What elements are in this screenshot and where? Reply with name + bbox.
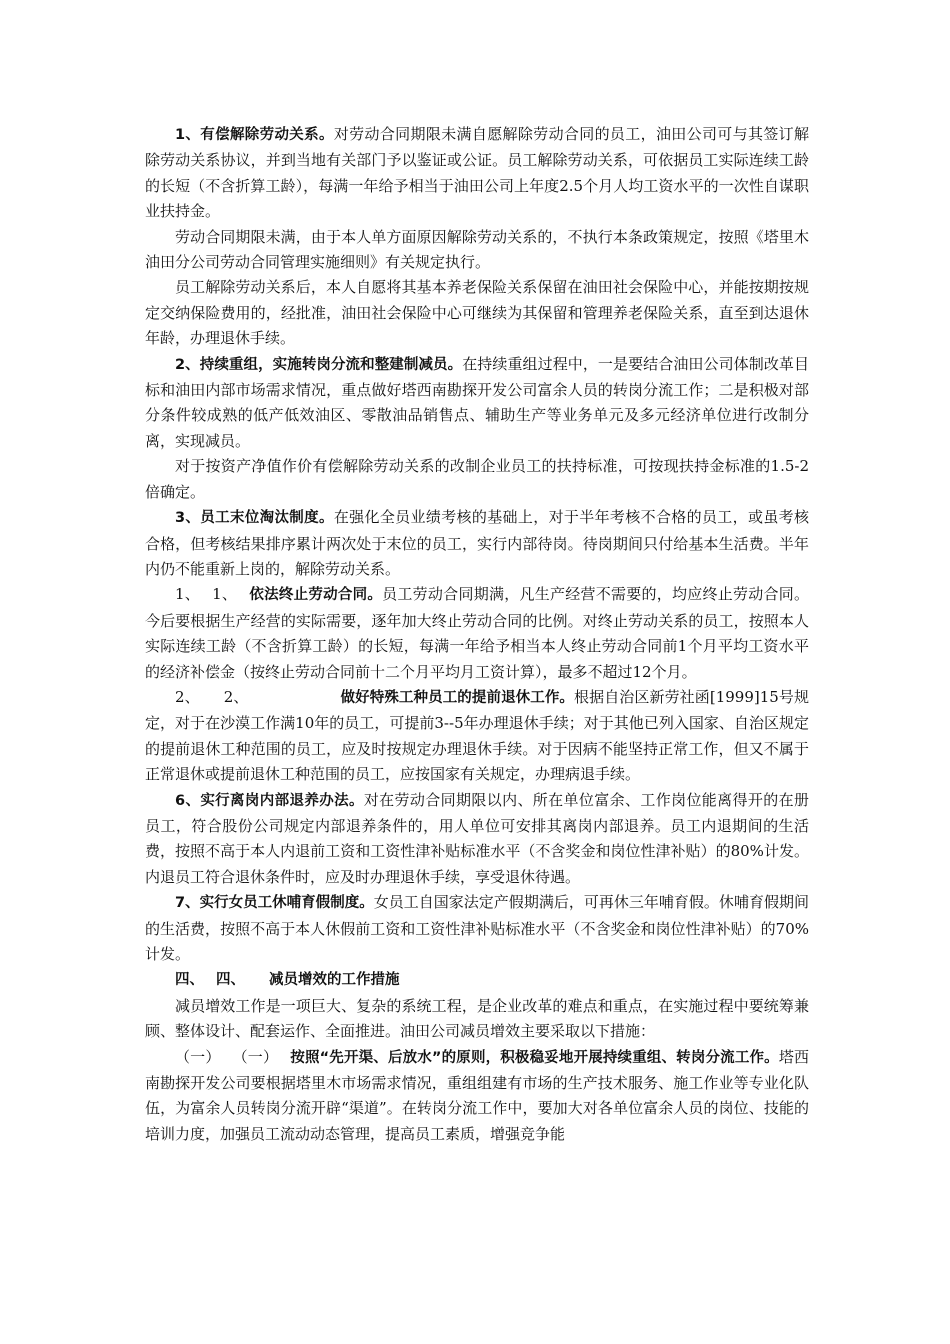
paragraph-2: [145, 225, 809, 276]
paragraph-11: [145, 994, 809, 1045]
heading-1: 1、有偿解除劳动关系。: [175, 127, 334, 143]
document-page: [145, 122, 809, 1147]
paragraph-8: [145, 685, 809, 788]
list-number: 四、: [175, 972, 204, 989]
paragraph-text: 对于按资产净值作价有偿解除劳动关系的改制企业员工的扶持标准，可按现扶持金标准的1.5-2倍确定。: [145, 457, 809, 501]
paragraph-text: 对在劳动合同期限以内、所在单位富余、工作岗位能离得开的在册员工，符合股份公司规定内部退养条件的，用人单位可安排其离岗内部退养。员工内退期间的生活费，按照不高于本人内退前工资和工资性津补贴标准水平（不含奖金和岗位性津补贴）的80%计发。内退员工符合退休条件时，应及时办理退休手续，享受退休待遇。: [145, 790, 809, 886]
list-number: （一）: [175, 1047, 221, 1066]
paragraph-10: [145, 890, 809, 967]
paragraph-text: 对劳动合同期限未满自愿解除劳动合同的员工，油田公司可与其签订解除劳动关系协议，并到当地有关部门予以鉴证或公证。员工解除劳动关系，可依据员工实际连续工龄的长短（不含折算工龄），每满一年给予相当于油田公司上年度2.5个月人均工资水平的一次性自谋职业扶持金。: [145, 125, 809, 221]
heading-4: 依法终止劳动合同。: [249, 587, 383, 604]
list-number: 1、: [175, 585, 201, 604]
paragraph-3: [145, 275, 809, 351]
paragraph-1: [145, 122, 809, 225]
heading-7: 7、实行女员工休哺育假制度。: [175, 895, 374, 912]
paragraph-text: 根据自治区新劳社函[1999]15号规定，对于在沙漠工作满10年的员工，可提前3--5年办理退休手续；对于其他已列入国家、自治区规定的提前退休工种范围的员工，应及时按规定办理退休手续。对于因病不能坚持正常工作，但又不属于正常退休或提前退休工种范围的员工，应按国家有关规定，办理病退手续。: [145, 687, 810, 784]
paragraph-text: 塔西南勘探开发公司要根据塔里木市场需求情况，重组组建有市场的生产技术服务、施工作业等专业化队伍，为富余人员转岗分流开辟“渠道”。在转岗分流工作中，要加大对各单位富余人员的岗位、技能的培训力度，加强员工流动动态管理，提高员工素质，增强竞争能: [145, 1047, 809, 1143]
list-number: （一）: [232, 1047, 279, 1066]
list-number: 四、: [216, 972, 245, 989]
paragraph-text: 减员增效工作是一项巨大、复杂的系统工程，是企业改革的难点和重点，在实施过程中要统筹兼顾、整体设计、配套运作、全面推进。油田公司减员增效主要采取以下措施：: [145, 996, 809, 1041]
list-number: 1、: [212, 585, 238, 604]
paragraph-text: 劳动合同期限未满，由于本人单方面原因解除劳动关系的，不执行本条政策规定，按照《塔里木油田分公司劳动合同管理实施细则》有关规定执行。: [145, 227, 809, 272]
paragraph-text: 女员工自国家法定产假期满后，可再休三年哺育假。休哺育假期间的生活费，按照不高于本人休假前工资和工资性津补贴标准水平（不含奖金和岗位性津补贴）的70%计发。: [145, 893, 809, 963]
heading-6: 6、实行离岗内部退养办法。: [175, 792, 364, 809]
paragraph-5: [145, 454, 809, 505]
paragraph-4: [145, 352, 809, 455]
heading-8: 按照“先开渠、后放水”的原则，积极稳妥地开展持续重组、转岗分流工作。: [290, 1049, 779, 1066]
heading-3: 3、员工末位淘汰制度。: [175, 510, 334, 527]
paragraph-text: 员工解除劳动关系后，本人自愿将其基本养老保险关系保留在油田社会保险中心，并能按期按规定交纳保险费用的，经批准，油田社会保险中心可继续为其保留和管理养老保险关系，直至到达退休年龄，办理退休手续。: [145, 278, 809, 348]
list-number: 2、: [223, 687, 249, 706]
paragraph-9: [145, 788, 809, 891]
paragraph-7: [145, 582, 809, 685]
paragraph-12: [145, 1045, 809, 1148]
paragraph-text: 员工劳动合同期满，凡生产经营不需要的，均应终止劳动合同。今后要根据生产经营的实际需要，逐年加大终止劳动合同的比例。对终止劳动关系的员工，按照本人实际连续工龄（不含折算工龄）的长短，每满一年给予相当本人终止劳动合同前1个月平均工资水平的经济补偿金（按终止劳动合同前十二个月平均月工资计算），最多不超过12个月。: [145, 585, 810, 681]
list-number: 2、: [175, 687, 200, 706]
paragraph-text: 在持续重组过程中，一是要结合油田公司体制改革目标和油田内部市场需求情况，重点做好塔西南勘探开发公司富余人员的转岗分流工作；二是积极对部分条件较成熟的低产低效油区、零散油品销售点、辅助生产等业务单元及多元经济单位进行改制分离，实现减员。: [145, 354, 809, 450]
paragraph-text: 在强化全员业绩考核的基础上，对于半年考核不合格的员工，或虽考核合格，但考核结果排序累计两次处于末位的员工，实行内部待岗。待岗期间只付给基本生活费。半年内仍不能重新上岗的，解除劳动关系。: [145, 508, 809, 578]
heading-5: 做好特殊工种员工的提前退休工作。: [340, 689, 575, 706]
section-heading: [145, 967, 809, 993]
section-title: 减员增效的工作措施: [269, 972, 400, 989]
heading-2: 2、持续重组，实施转岗分流和整建制减员。: [175, 356, 463, 373]
paragraph-6: [145, 505, 809, 582]
